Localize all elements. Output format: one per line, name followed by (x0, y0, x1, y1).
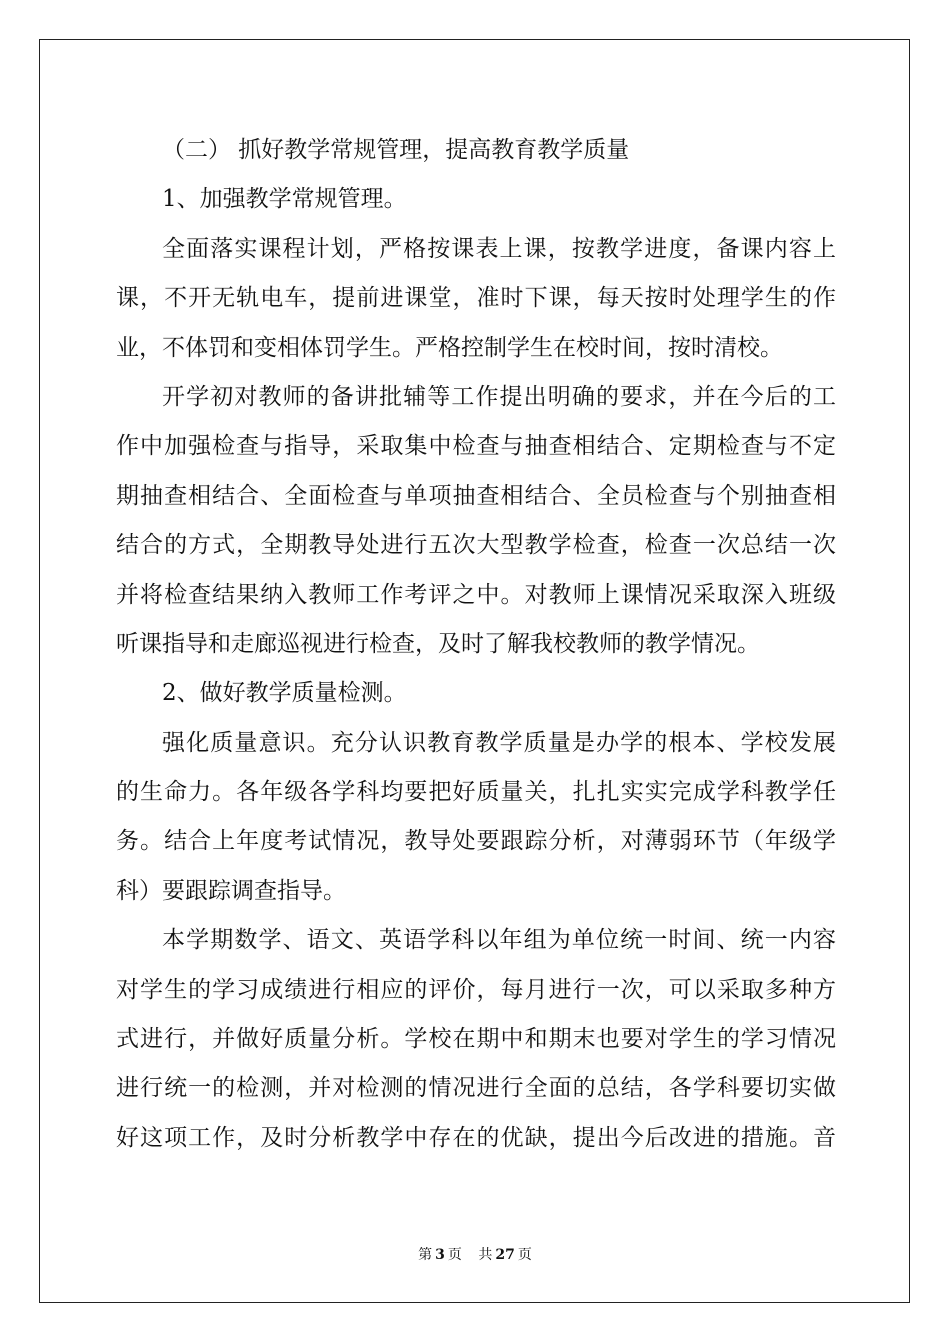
paragraph-line: 对学生的学习成绩进行相应的评价，每月进行一次，可以采取多种方 (116, 976, 836, 1003)
section-heading: （二） 抓好教学常规管理，提高教育教学质量 (162, 137, 630, 163)
paragraph-line: 本学期数学、语文、英语学科以年组为单位统一时间、统一内容 (162, 927, 836, 954)
paragraph-line: 好这项工作，及时分析教学中存在的优缺，提出今后改进的措施。音 (116, 1124, 836, 1151)
page-indicator (415, 1247, 465, 1263)
paragraph-line: 并将检查结果纳入教师工作考评之中。对教师上课情况采取深入班级 (116, 581, 836, 608)
total-prefix: 共 (478, 1247, 493, 1263)
paragraph-line: 全面落实课程计划，严格按课表上课，按教学进度，备课内容上 (162, 235, 836, 262)
paragraph-line: 式进行，并做好质量分析。学校在期中和期末也要对学生的学习情况 (116, 1026, 836, 1053)
paragraph-line: 科）要跟踪调查指导。 (116, 877, 346, 904)
page-number: 3 (435, 1247, 445, 1263)
paragraph-line: 进行统一的检测，并对检测的情况进行全面的总结，各学科要切实做 (116, 1075, 836, 1102)
paragraph-line: 作中加强检查与指导，采取集中检查与抽查相结合、定期检查与不定 (116, 433, 836, 460)
total-pages: 27 (495, 1247, 515, 1263)
page-prefix: 第 (418, 1247, 433, 1263)
paragraph-line: 务。结合上年度考试情况，教导处要跟踪分析，对薄弱环节（年级学 (116, 828, 836, 855)
subsection-heading: 1、加强教学常规管理。 (162, 186, 407, 213)
document-body (116, 126, 836, 1163)
page-footer (0, 1244, 950, 1264)
paragraph-line: 业，不体罚和变相体罚学生。严格控制学生在校时间，按时清校。 (116, 334, 783, 361)
paragraph-line: 开学初对教师的备讲批辅等工作提出明确的要求，并在今后的工 (162, 383, 836, 410)
paragraph-line: 强化质量意识。充分认识教育教学质量是办学的根本、学校发展 (162, 729, 836, 756)
paragraph-line: 期抽查相结合、全面检查与单项抽查相结合、全员检查与个别抽查相 (116, 482, 836, 509)
paragraph-line: 的生命力。各年级各学科均要把好质量关，扎扎实实完成学科教学任 (116, 779, 836, 806)
paragraph-line: 课，不开无轨电车，提前进课堂，准时下课，每天按时处理学生的作 (116, 285, 836, 312)
total-suffix: 页 (517, 1247, 532, 1263)
paragraph-line: 听课指导和走廊巡视进行检查，及时了解我校教师的教学情况。 (116, 630, 760, 657)
page-suffix: 页 (447, 1247, 462, 1263)
subsection-heading: 2、做好教学质量检测。 (162, 680, 407, 707)
paragraph-line: 结合的方式，全期教导处进行五次大型教学检查，检查一次总结一次 (116, 532, 836, 559)
total-indicator (475, 1247, 534, 1263)
